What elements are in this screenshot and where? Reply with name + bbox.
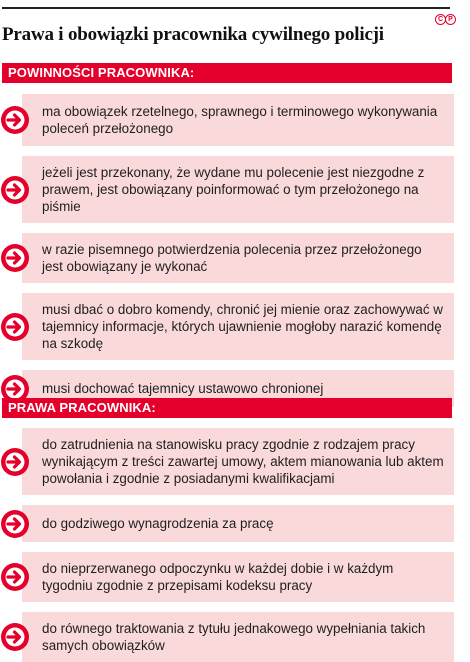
arrow-right-circle-icon xyxy=(0,509,30,539)
arrow-right-circle-icon xyxy=(0,562,30,592)
logo-letter-c: C xyxy=(435,14,446,25)
list-item xyxy=(22,505,454,542)
list-item-text: musi dbać o dobro komendy, chronić jej mienie oraz zachowywać w tajemnicy informacje, których ujawnienie mogłoby narazić komendę na szkodę xyxy=(42,302,443,351)
list-item-text: do godziwego wynagrodzenia za pracę xyxy=(42,516,274,531)
page-title: Prawa i obowiązki pracownika cywilnego policji xyxy=(2,24,384,45)
top-rule xyxy=(2,7,450,9)
arrow-right-circle-icon xyxy=(0,447,30,477)
list-item-text: w razie pisemnego potwierdzenia polecenia przez przełożonego jest obowiązany je wykonać xyxy=(42,242,422,274)
list-item xyxy=(22,552,454,602)
publisher-logo xyxy=(436,14,456,25)
arrow-right-circle-icon xyxy=(0,175,30,205)
list-item-text: do zatrudnienia na stanowisku pracy zgodnie z rodzajem pracy wynikającym z treści zawartej umowy, aktem mianowania lub aktem powołania i zgodnie z posiadanymi kwalifikacjami xyxy=(42,437,444,486)
arrow-right-circle-icon xyxy=(0,243,30,273)
list-item xyxy=(22,156,454,223)
section-duties xyxy=(0,63,456,407)
list-item xyxy=(22,233,454,283)
logo-letter-p: P xyxy=(445,14,456,25)
list-item-text: musi dochować tajemnicy ustawowo chronionej xyxy=(42,381,324,396)
list-item xyxy=(22,612,454,662)
section-rights xyxy=(0,398,456,662)
list-item-text: ma obowiązek rzetelnego, sprawnego i terminowego wykonywania poleceń przełożonego xyxy=(42,104,438,136)
section-header-rights: PRAWA PRACOWNIKA: xyxy=(2,398,452,418)
list-item-text: do równego traktowania z tytułu jednakowego wypełniania takich samych obowiązków xyxy=(42,621,426,653)
list-item xyxy=(22,94,454,146)
list-item-text: do nieprzerwanego odpoczynku w każdej dobie i w każdym tygodniu zgodnie z przepisami kodeksu pracy xyxy=(42,561,394,593)
section-header-duties: POWINNOŚCI PRACOWNIKA: xyxy=(2,63,452,83)
arrow-right-circle-icon xyxy=(0,105,30,135)
list-item xyxy=(22,428,454,495)
arrow-right-circle-icon xyxy=(0,312,30,342)
list-item-text: jeżeli jest przekonany, że wydane mu polecenie jest niezgodne z prawem, jest obowiązany poinformować o tym przełożonego na piśmie xyxy=(42,165,425,214)
list-item xyxy=(22,293,454,360)
